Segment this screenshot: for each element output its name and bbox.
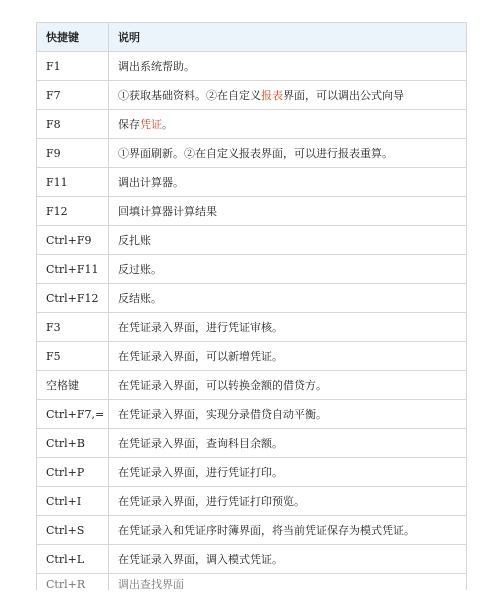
description-text: 在凭证录入界面，进行凭证打印预览。: [118, 495, 305, 508]
shortcut-description: [109, 545, 467, 574]
shortcut-key: F3: [37, 313, 109, 342]
description-text: 在凭证录入界面，进行凭证审核。: [118, 321, 283, 334]
table-row: [37, 168, 467, 197]
shortcut-description: [109, 168, 467, 197]
shortcut-key: Ctrl+F9: [37, 226, 109, 255]
table-row: [37, 458, 467, 487]
shortcut-key: Ctrl+P: [37, 458, 109, 487]
shortcut-description: [109, 226, 467, 255]
shortcut-table-container: [36, 22, 466, 590]
table-row: [37, 545, 467, 574]
shortcut-description: [109, 458, 467, 487]
partial-key-text: Ctrl+R: [46, 577, 86, 590]
description-text: 反扎账: [118, 234, 151, 247]
shortcut-description: [109, 516, 467, 545]
shortcut-description: [109, 197, 467, 226]
table-row: [37, 516, 467, 545]
shortcut-description: [109, 81, 467, 110]
table-row: [37, 255, 467, 284]
shortcut-key: [37, 574, 109, 591]
partial-description-text: 调出查找界面: [118, 578, 184, 590]
description-text: 反过账。: [118, 263, 162, 276]
shortcut-key: F5: [37, 342, 109, 371]
header-shortcut: 快捷键: [37, 23, 109, 52]
table-row: [37, 197, 467, 226]
table-row: [37, 284, 467, 313]
table-row: [37, 400, 467, 429]
table-row: [37, 226, 467, 255]
shortcut-description: [109, 139, 467, 168]
shortcut-key: F1: [37, 52, 109, 81]
shortcut-description: [109, 52, 467, 81]
table-row: [37, 487, 467, 516]
description-text: 在凭证录入界面，调入模式凭证。: [118, 553, 283, 566]
shortcut-key: 空格键: [37, 371, 109, 400]
table-row: [37, 429, 467, 458]
description-text: 在凭证录入界面，实现分录借贷自动平衡。: [118, 408, 327, 421]
header-description: 说明: [109, 23, 467, 52]
highlight-link-voucher[interactable]: 凭证: [140, 118, 162, 131]
shortcut-key: F12: [37, 197, 109, 226]
table-row: [37, 342, 467, 371]
shortcut-key: Ctrl+L: [37, 545, 109, 574]
shortcut-key: Ctrl+B: [37, 429, 109, 458]
description-text: 在凭证录入界面，查询科目余额。: [118, 437, 283, 450]
shortcut-key: F11: [37, 168, 109, 197]
table-header-row: [37, 23, 467, 52]
shortcut-description: [109, 342, 467, 371]
description-text: 回填计算器计算结果: [118, 205, 217, 218]
highlight-link-report[interactable]: 报表: [261, 89, 283, 102]
description-text: 保存: [118, 118, 140, 131]
table-row: [37, 139, 467, 168]
table-row: [37, 52, 467, 81]
description-text: 。: [162, 118, 173, 131]
shortcut-description: [109, 371, 467, 400]
table-row: [37, 313, 467, 342]
shortcut-description: [109, 574, 467, 591]
shortcut-description: [109, 313, 467, 342]
description-text: ①获取基础资料。②在自定义: [118, 89, 261, 102]
shortcut-key: Ctrl+F12: [37, 284, 109, 313]
description-text: 调出系统帮助。: [118, 60, 195, 73]
shortcut-key: F8: [37, 110, 109, 139]
description-text: 在凭证录入界面，可以转换金额的借贷方。: [118, 379, 327, 392]
description-text: 界面，可以调出公式向导: [283, 89, 404, 102]
table-row: [37, 81, 467, 110]
table-row-partial: [37, 574, 467, 591]
description-text: 反结账。: [118, 292, 162, 305]
table-row: [37, 371, 467, 400]
table-row: [37, 110, 467, 139]
shortcut-description: [109, 429, 467, 458]
shortcut-table: [36, 22, 467, 590]
description-text: 在凭证录入和凭证序时簿界面，将当前凭证保存为模式凭证。: [118, 524, 415, 537]
shortcut-key: F7: [37, 81, 109, 110]
description-text: 调出计算器。: [118, 176, 184, 189]
shortcut-description: [109, 487, 467, 516]
shortcut-key: Ctrl+F7,=: [37, 400, 109, 429]
shortcut-key: Ctrl+F11: [37, 255, 109, 284]
shortcut-description: [109, 255, 467, 284]
shortcut-description: [109, 284, 467, 313]
shortcut-key: F9: [37, 139, 109, 168]
description-text: ①界面刷新。②在自定义报表界面，可以进行报表重算。: [118, 147, 393, 160]
shortcut-key: Ctrl+I: [37, 487, 109, 516]
description-text: 在凭证录入界面，进行凭证打印。: [118, 466, 283, 479]
shortcut-key: Ctrl+S: [37, 516, 109, 545]
shortcut-description: [109, 110, 467, 139]
description-text: 在凭证录入界面，可以新增凭证。: [118, 350, 283, 363]
shortcut-description: [109, 400, 467, 429]
